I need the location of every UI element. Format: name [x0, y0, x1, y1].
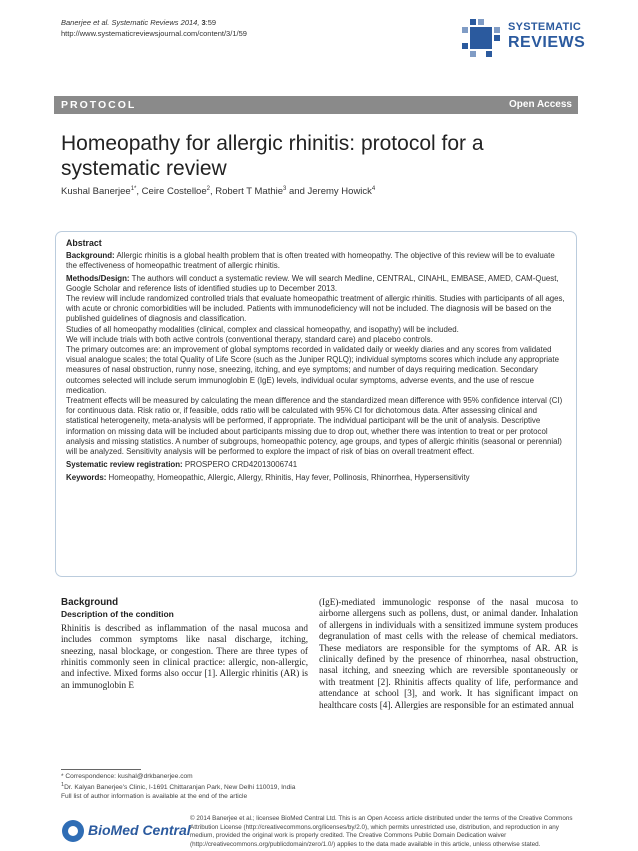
citation-line — [61, 18, 216, 28]
author-affiliation: 2 — [206, 186, 210, 192]
keywords-label: Keywords: — [66, 473, 107, 483]
abstract-methods-text: The authors will conduct a systematic review. We will search Medline, CENTRAL, CINAHL, EMBASE, AMED, CAM-Quest, Google Scholar and reference lists of identified studies up to December 2013. — [66, 273, 559, 293]
article-type: PROTOCOL — [61, 99, 137, 111]
abstract-keywords — [66, 473, 566, 483]
article-url[interactable]: http://www.systematicreviewsjournal.com/content/3/1/59 — [61, 29, 247, 38]
abstract-box — [55, 231, 577, 577]
author-list: Kushal Banerjee$^{1*}$, Ceire Costelloe$^2$, Robert T Mathie$^3$ and Jeremy Howick$^4$ — [61, 186, 376, 198]
correspondence-note: * Correspondence: kushal@drkbanerjee.com — [61, 773, 193, 780]
license-text: © 2014 Banerjee et al.; licensee BioMed Central Ltd. This is an Open Access article distributed under the terms of the Creative Commons Attribution License (http://creativecommons.org/licenses/by/2.0), which permits unrestricted use, distribution, and reproduction in any medium, provided the original work is properly credited. The Creative Commons Public Domain Dedication waiver (http://creativecommons.org/publicdomain/zero/1.0/) applies to the data made available in this article, unless otherwise stated. — [190, 815, 573, 848]
article-type-banner — [54, 96, 578, 114]
article-title: Homeopathy for allergic rhinitis: protocol for a systematic review — [61, 132, 484, 180]
affiliation-number: 1 — [61, 782, 65, 788]
abstract-heading: Abstract — [66, 238, 102, 248]
open-access-label: Open Access — [509, 99, 572, 110]
abstract-registration — [66, 460, 566, 470]
citation-pages: :59 — [205, 18, 217, 27]
abstract-methods-paragraph: We will include trials with both active controls (conventional therapy, standard care) and placebo controls. — [66, 334, 433, 344]
abstract-background-text: Allergic rhinitis is a global health problem that is often treated with homeopathy. The objective of this review will be to evaluate the effectiveness of homeopathic treatment of allergic rhinitis. — [66, 251, 555, 271]
journal-logo-line2: REVIEWS — [508, 34, 586, 51]
abstract-methods-paragraph: The primary outcomes are: an improvement of global symptoms recorded in validated daily or weekly diaries and any scores from validated visual analogue scales; the total Quality of Life Score (such as the Juniper RQLQ); individual symptoms scores which include any appropriate measures of nasal obstruction, runny nose, sneezing, itching, and eye symptoms; and number of days requiring medication. Secondary outcomes selected will include serum immunoglobin E (IgE) levels, individual ocular symptoms, adverse events, and the use of rescue medication. — [66, 345, 559, 395]
publisher-name: BioMed Central — [88, 822, 191, 838]
author-name[interactable]: Jeremy Howick — [307, 186, 372, 198]
abstract-methods-paragraph: The review will include randomized controlled trials that evaluate homeopathic treatment of allergic rhinitis. Studies with participants of all ages, with acute or chronic comorbidities will be included. Patients with immunodeficiency will not be included. The diagnosis will be based on the published guidelines of diagnosis and classification. — [66, 294, 565, 324]
affiliation-text: Dr. Kalyan Banerjee's Clinic, I-1691 Chittaranjan Park, New Delhi 110019, India — [64, 784, 296, 792]
body-left-column — [61, 597, 308, 691]
subsection-heading: Description of the condition — [61, 609, 174, 620]
journal-logo-line1: SYSTEMATIC — [508, 21, 582, 33]
author-name[interactable]: Robert T Mathie — [215, 186, 284, 198]
body-right-column: (IgE)-mediated immunologic response of the nasal mucosa to airborne allergens such as pollens, dust, or animal dander. Inhalation of allergens in individuals with a sensitized immune system produces degranulation of mast cells with the release of chemical mediators. These mediators are responsible for the symptoms of AR. AR is clinically defined by the presence of rhinorrhea, nasal obstruction, nasal itching, and sneezing which are reversible spontaneously or with treatment [2]. Rhinitis affects quality of life, performance and attendance at school [3], and work. It has significant impact on healthcare costs [4]. Allergies are responsible for an estimated annual — [319, 597, 578, 710]
affiliation-note — [61, 781, 311, 792]
footnotes — [61, 772, 311, 801]
author-affiliation: 4 — [371, 186, 376, 192]
citation-volume: 3 — [201, 18, 206, 27]
keywords-text: Homeopathy, Homeopathic, Allergic, Allergy, Rhinitis, Hay fever, Pollinosis, Rhinorrhea, Hypersensitivity — [108, 473, 470, 483]
author-name[interactable]: Ceire Costelloe — [141, 186, 207, 198]
full-list-note: Full list of author information is available at the end of the article — [61, 793, 248, 801]
author-name[interactable]: Kushal Banerjee — [61, 186, 131, 198]
publisher-logo — [62, 818, 192, 848]
citation-authors: Banerjee — [61, 18, 92, 27]
body-paragraph: Rhinitis is described as inflammation of the nasal mucosa and includes common symptoms like nasal discharge, itching, sneezing, nasal blockage, or congestion. There are three types of rhinitis commonly seen in clinical practice: allergic, non-allergic, and infective. Mixed forms also occur [1]. Allergic rhinitis (AR) is an immunoglobin E — [61, 622, 308, 690]
registration-id: PROSPERO CRD42013006741 — [184, 460, 298, 470]
abstract-methods-paragraph: Treatment effects will be measured by calculating the mean difference and the standardized mean difference with 95% confidence interval (CI) for continuous data. Risk ratio or, if feasible, odds ratio will be calculated with 95% CI for dichotomous data. After assessing clinical and statistical heterogeneity, meta-analysis will be performed, if appropriate. The individual participant will be the unit of analysis. Descriptive information on missing data will be included about participants missing due to drop out, whether there was intention to treat or per protocol analysis and missing statistics. A number of subgroups, homeopathic potency, age groups, and types of allergic rhinitis (seasonal or perennial) will be analyzed. Sensitivity analysis will be performed to explore the impact of risk of bias on overall treatment effect. — [66, 396, 563, 457]
abstract-methods — [66, 274, 566, 294]
section-heading: Background — [61, 597, 119, 608]
journal-logo-icon — [462, 19, 504, 61]
author-affiliation: 3 — [283, 186, 287, 192]
author-affiliation: 1* — [130, 186, 137, 192]
abstract-methods-label: Methods/Design: — [66, 273, 130, 283]
registration-label: Systematic review registration: — [66, 460, 183, 470]
footnote-rule — [61, 769, 141, 770]
abstract-methods-paragraph: Studies of all homeopathy modalities (clinical, complex and classical homeopathy, and isopathy) will be included. — [66, 324, 459, 334]
abstract-background — [66, 251, 566, 271]
journal-logo — [462, 15, 612, 65]
citation-journal: et al. Systematic Reviews 2014, — [91, 18, 202, 27]
abstract-background-label: Background: — [66, 251, 115, 261]
